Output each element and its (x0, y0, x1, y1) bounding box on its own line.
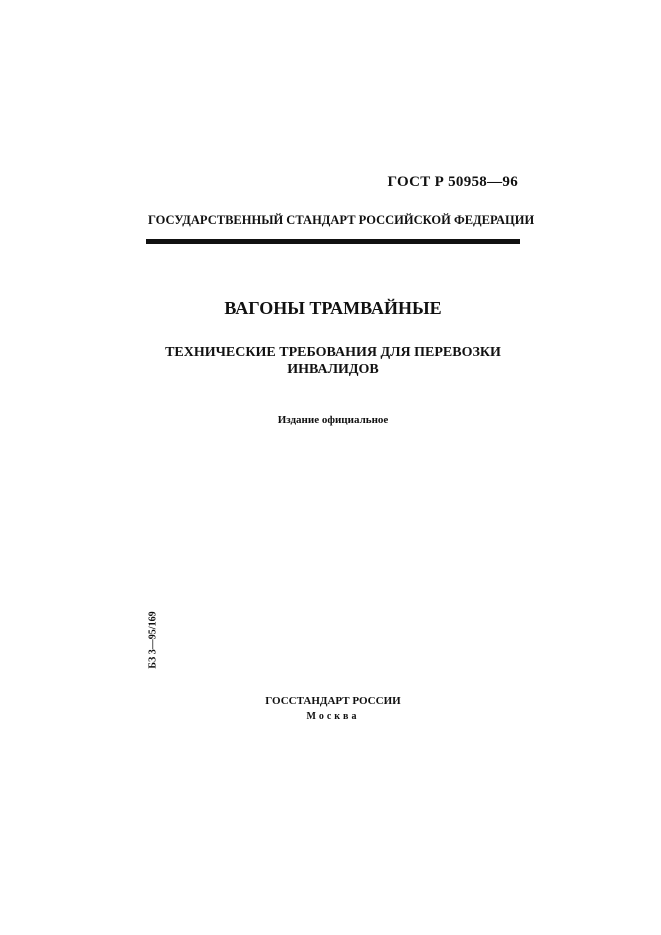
standard-number: ГОСТ Р 50958—96 (387, 174, 518, 190)
standard-category: ГОСУДАРСТВЕННЫЙ СТАНДАРТ РОССИЙСКОЙ ФЕДЕРАЦИИ (148, 213, 535, 227)
publisher-city: Москва (306, 711, 360, 722)
header-divider (146, 239, 520, 244)
document-subtitle (146, 344, 520, 378)
document-title: ВАГОНЫ ТРАМВАЙНЫЕ (224, 298, 442, 318)
edition-note: Издание официальное (277, 414, 389, 426)
subtitle-line-2: ИНВАЛИДОВ (287, 362, 379, 377)
side-catalog-code: БЗ 3—95/169 (147, 611, 159, 669)
publisher-name: ГОССТАНДАРТ РОССИИ (265, 695, 401, 707)
subtitle-line-1: ТЕХНИЧЕСКИЕ ТРЕБОВАНИЯ ДЛЯ ПЕРЕВОЗКИ (165, 345, 501, 360)
